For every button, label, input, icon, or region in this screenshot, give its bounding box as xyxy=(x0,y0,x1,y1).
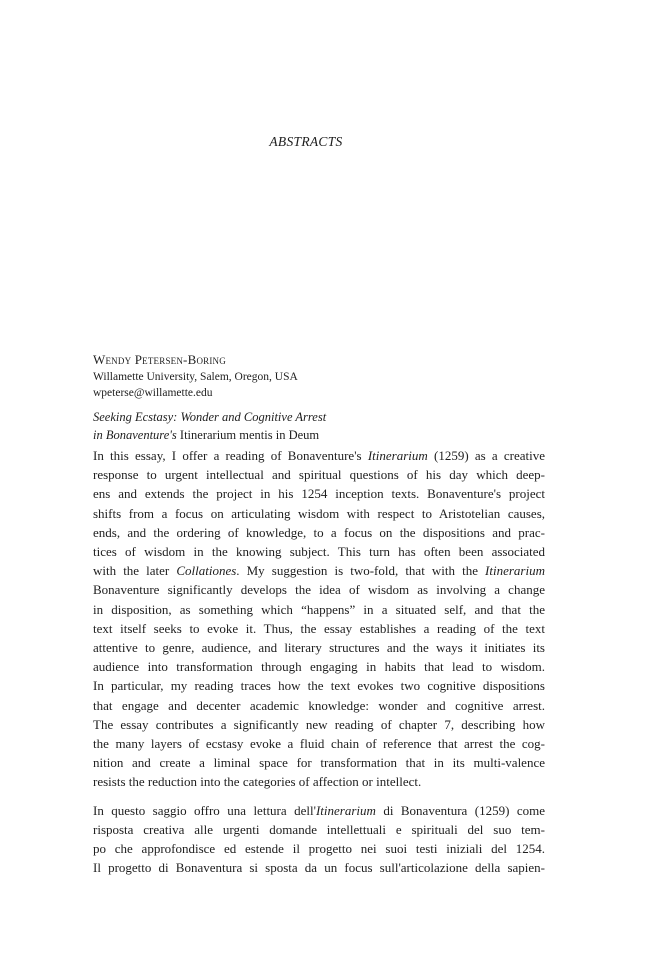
abstract-en-line: Bonaventure significantly develops the idea of wisdom as involving a change xyxy=(93,582,545,598)
abstract-it-line: In questo saggio offro una lettura dell'Itinerarium di Bonaventura (1259) come xyxy=(93,802,546,818)
abstract-en-line: ends, and the ordering of knowledge, to a focus on the dispositions and prac- xyxy=(93,524,545,540)
abstract-en-line: in disposition, as something which “happens” in a situated self, and that the xyxy=(93,601,545,617)
page-heading: ABSTRACTS xyxy=(269,134,343,149)
article-title xyxy=(93,408,545,444)
abstract-en-line: that engage and decenter academic knowledge: wonder and cognitive arrest. xyxy=(93,697,545,713)
abstract-it-line: po che approfondisce ed estende il progetto nei suoi testi iniziali del 1254. xyxy=(93,841,545,857)
abstract-en-line: the many layers of ecstasy evoke a fluid chain of reference that arrest the cog- xyxy=(93,736,545,752)
author-email: wpeterse@willamette.edu xyxy=(93,387,213,399)
abstract-en-line: response to urgent intellectual and spiritual questions of his day which deep- xyxy=(93,467,545,483)
abstract-italian xyxy=(93,801,545,878)
abstract-en-line: ens and extends the project in his 1254 inception texts. Bonaventure's project xyxy=(93,486,545,502)
abstract-en-line: resists the reduction into the categories of affection or intellect. xyxy=(93,774,422,790)
abstract-it-line: Il progetto di Bonaventura si sposta da un focus sull'articolazione della sapien- xyxy=(93,860,545,876)
abstract-it-line: risposta creativa alle urgenti domande intellettuali e spirituali del suo tem- xyxy=(93,821,545,837)
abstract-en-line: text itself seeks to evoke it. Thus, the essay establishes a reading of the text xyxy=(93,620,545,636)
abstract-en-line: shifts from a focus on articulating wisdom with respect to Aristotelian causes, xyxy=(93,505,545,521)
abstract-en-line: In this essay, I offer a reading of Bonaventure's Itinerarium (1259) as a creative xyxy=(93,448,546,463)
abstract-english xyxy=(93,446,545,792)
article-title-line-2-prefix: in Bonaventure's xyxy=(93,428,177,442)
author-name: Wendy Petersen-Boring xyxy=(93,352,226,367)
abstract-en-line: nition and create a liminal space for transformation that in its multi-valence xyxy=(93,755,545,771)
article-title-line-2-suffix: Itinerarium mentis in Deum xyxy=(176,428,320,442)
article-title-line-1: Seeking Ecstasy: Wonder and Cognitive Arrest xyxy=(93,410,327,424)
article-title-line-2 xyxy=(93,426,545,444)
abstract-en-line: In particular, my reading traces how the text evokes two cognitive dispositions xyxy=(93,678,545,694)
author-affiliation: Willamette University, Salem, Oregon, USA xyxy=(93,371,298,383)
abstract-en-line: with the later Collationes. My suggestion is two-fold, that with the Itinerarium xyxy=(93,563,545,579)
abstract-en-line: tices of wisdom in the knowing subject. This turn has often been associated xyxy=(93,544,545,560)
abstract-en-line: The essay contributes a significantly new reading of chapter 7, describing how xyxy=(93,716,545,732)
abstract-en-line: audience into transformation through engaging in habits that lead to wisdom. xyxy=(93,659,545,675)
abstract-en-line: attentive to genre, audience, and literary structures and the ways it initiates its xyxy=(93,640,545,656)
abstract-entry xyxy=(93,350,545,877)
